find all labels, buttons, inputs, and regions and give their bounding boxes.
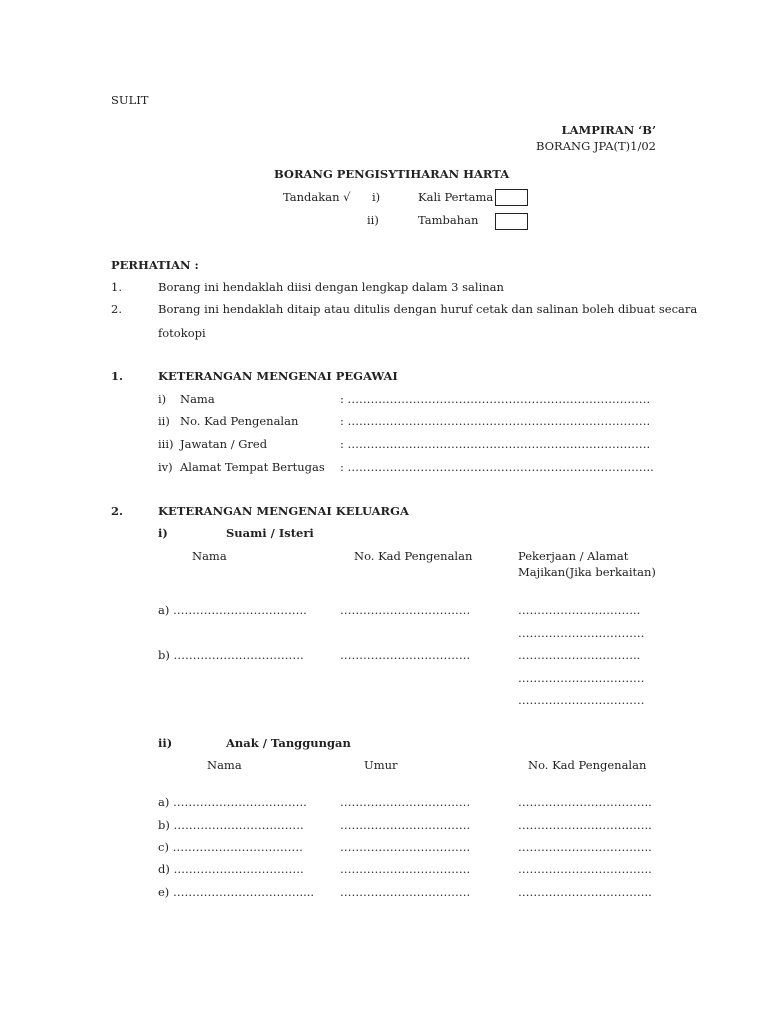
spouse-num: i)	[158, 526, 168, 540]
field-num: i)	[158, 392, 167, 406]
child-row-ic[interactable]: ……………………………..	[518, 862, 652, 876]
child-row-name[interactable]: d) …………………………….	[158, 862, 304, 876]
children-col-age: Umur	[364, 758, 398, 772]
checkbox-additional[interactable]	[495, 213, 528, 230]
child-row-age[interactable]: …………………………….	[340, 795, 471, 809]
spouse-col-ic: No. Kad Pengenalan	[354, 549, 473, 563]
spouse-row-b-name[interactable]: b) …………………………….	[158, 648, 304, 662]
child-row-ic[interactable]: ……………………………..	[518, 795, 652, 809]
notice-item-text-cont: fotokopi	[158, 326, 206, 340]
field-label-workplace: Alamat Tempat Bertugas	[180, 460, 325, 474]
children-num: ii)	[158, 736, 173, 750]
notice-item-num: 2.	[111, 302, 122, 316]
child-row-age[interactable]: …………………………….	[340, 862, 471, 876]
spouse-col-job: Pekerjaan / Alamat	[518, 549, 629, 563]
child-row-name[interactable]: a) ……………………………..	[158, 795, 307, 809]
field-fill-name[interactable]: : …………………………………………………………………….	[340, 392, 651, 406]
spouse-row-b-job[interactable]: ……………………………	[518, 671, 645, 685]
section-1-heading: KETERANGAN MENGENAI PEGAWAI	[158, 369, 398, 383]
classification-label: SULIT	[111, 93, 149, 107]
spouse-row-b-ic[interactable]: …………………………….	[340, 648, 471, 662]
spouse-row-a-ic[interactable]: …………………………….	[340, 603, 471, 617]
spouse-row-a-job[interactable]: ……………………………	[518, 626, 645, 640]
form-code: BORANG JPA(T)1/02	[535, 139, 656, 153]
field-label-name: Nama	[180, 392, 215, 406]
option-first-label: Kali Pertama	[418, 190, 494, 204]
option-first-num: i)	[372, 190, 381, 204]
notice-heading: PERHATIAN :	[111, 258, 199, 272]
field-num: iii)	[158, 437, 174, 451]
spouse-row-a-job[interactable]: …………………………..	[518, 603, 641, 617]
field-label-ic: No. Kad Pengenalan	[180, 414, 299, 428]
children-col-ic: No. Kad Pengenalan	[528, 758, 647, 772]
children-col-name: Nama	[207, 758, 242, 772]
child-row-age[interactable]: …………………………….	[340, 840, 471, 854]
spouse-heading: Suami / Isteri	[226, 526, 314, 540]
tick-instruction: Tandakan √	[283, 190, 351, 204]
child-row-name[interactable]: c) …………………………….	[158, 840, 303, 854]
spouse-row-b-job[interactable]: ……………………………	[518, 693, 645, 707]
field-fill-ic[interactable]: : …………………………………………………………………….	[340, 414, 651, 428]
child-row-age[interactable]: …………………………….	[340, 885, 471, 899]
child-row-ic[interactable]: ……………………………..	[518, 885, 652, 899]
section-1-num: 1.	[111, 369, 124, 383]
spouse-row-b-job[interactable]: …………………………..	[518, 648, 641, 662]
child-row-ic[interactable]: ……………………………..	[518, 840, 652, 854]
children-heading: Anak / Tanggungan	[226, 736, 351, 750]
checkbox-first-time[interactable]	[495, 189, 528, 206]
notice-item-text: Borang ini hendaklah ditaip atau ditulis dengan huruf cetak dan salinan boleh dibuat secara	[158, 302, 698, 316]
field-num: iv)	[158, 460, 173, 474]
child-row-name[interactable]: b) …………………………….	[158, 818, 304, 832]
child-row-name[interactable]: e) ……………………………....	[158, 885, 315, 899]
option-additional-num: ii)	[367, 213, 379, 227]
spouse-col-job-cont: Majikan(Jika berkaitan)	[518, 565, 656, 579]
field-fill-workplace[interactable]: : ……………………………………………………………………..	[340, 460, 654, 474]
section-2-heading: KETERANGAN MENGENAI KELUARGA	[158, 504, 409, 518]
notice-item-text: Borang ini hendaklah diisi dengan lengkap dalam 3 salinan	[158, 280, 504, 294]
field-fill-position[interactable]: : …………………………………………………………………….	[340, 437, 651, 451]
spouse-col-name: Nama	[192, 549, 227, 563]
field-num: ii)	[158, 414, 170, 428]
field-label-position: Jawatan / Gred	[180, 437, 268, 451]
notice-item-num: 1.	[111, 280, 122, 294]
option-additional-label: Tambahan	[418, 213, 479, 227]
spouse-row-a-name[interactable]: a) ……………………………..	[158, 603, 307, 617]
child-row-age[interactable]: …………………………….	[340, 818, 471, 832]
annex-label: LAMPIRAN ‘B’	[561, 123, 656, 137]
form-title: BORANG PENGISYTIHARAN HARTA	[274, 167, 510, 181]
section-2-num: 2.	[111, 504, 124, 518]
child-row-ic[interactable]: ……………………………..	[518, 818, 652, 832]
